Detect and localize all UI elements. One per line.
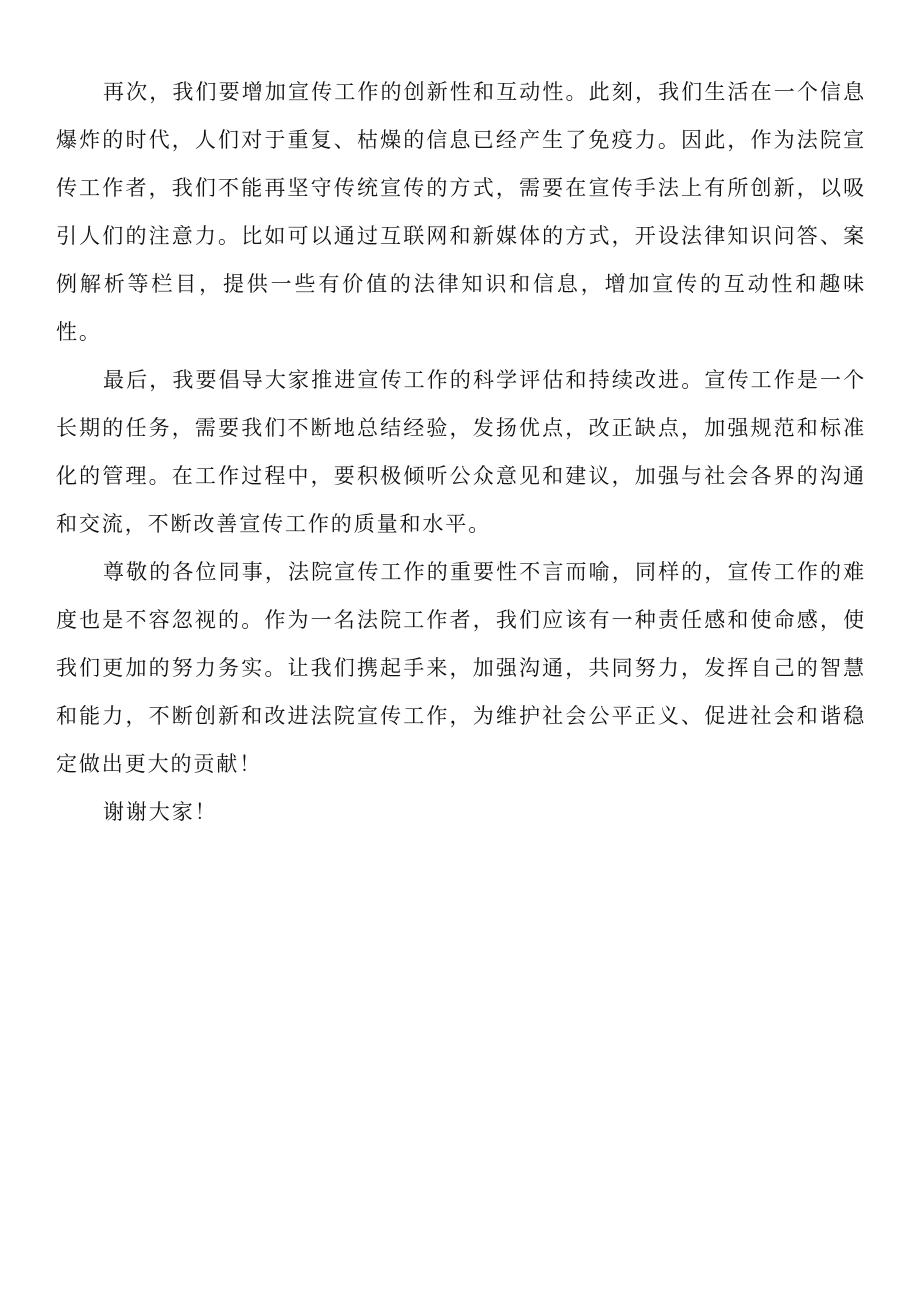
paragraph-evaluation: 最后，我要倡导大家推进宣传工作的科学评估和持续改进。宣传工作是一个长期的任务，需要我们不断地总结经验，发扬优点，改正缺点，加强规范和标准化的管理。在工作过程中，要积极倾听公众意见和建议，加强与社会各界的沟通和交流，不断改善宣传工作的质量和水平。 (56, 368, 866, 536)
paragraph-conclusion: 尊敬的各位同事，法院宣传工作的重要性不言而喻，同样的，宣传工作的难度也是不容忽视的。作为一名法院工作者，我们应该有一种责任感和使命感，使我们更加的努力务实。让我们携起手来，加强沟通，共同努力，发挥自己的智慧和能力，不断创新和改进法院宣传工作，为维护社会公平正义、促进社会和谐稳定做出更大的贡献！ (56, 560, 866, 776)
paragraph-innovation: 再次，我们要增加宣传工作的创新性和互动性。此刻，我们生活在一个信息爆炸的时代，人们对于重复、枯燥的信息已经产生了免疫力。因此，作为法院宣传工作者，我们不能再坚守传统宣传的方式，需要在宣传手法上有所创新，以吸引人们的注意力。比如可以通过互联网和新媒体的方式，开设法律知识问答、案例解析等栏目，提供一些有价值的法律知识和信息，增加宣传的互动性和趣味性。 (56, 80, 866, 344)
document-page (56, 68, 866, 836)
paragraph-thanks: 谢谢大家！ (103, 800, 218, 824)
